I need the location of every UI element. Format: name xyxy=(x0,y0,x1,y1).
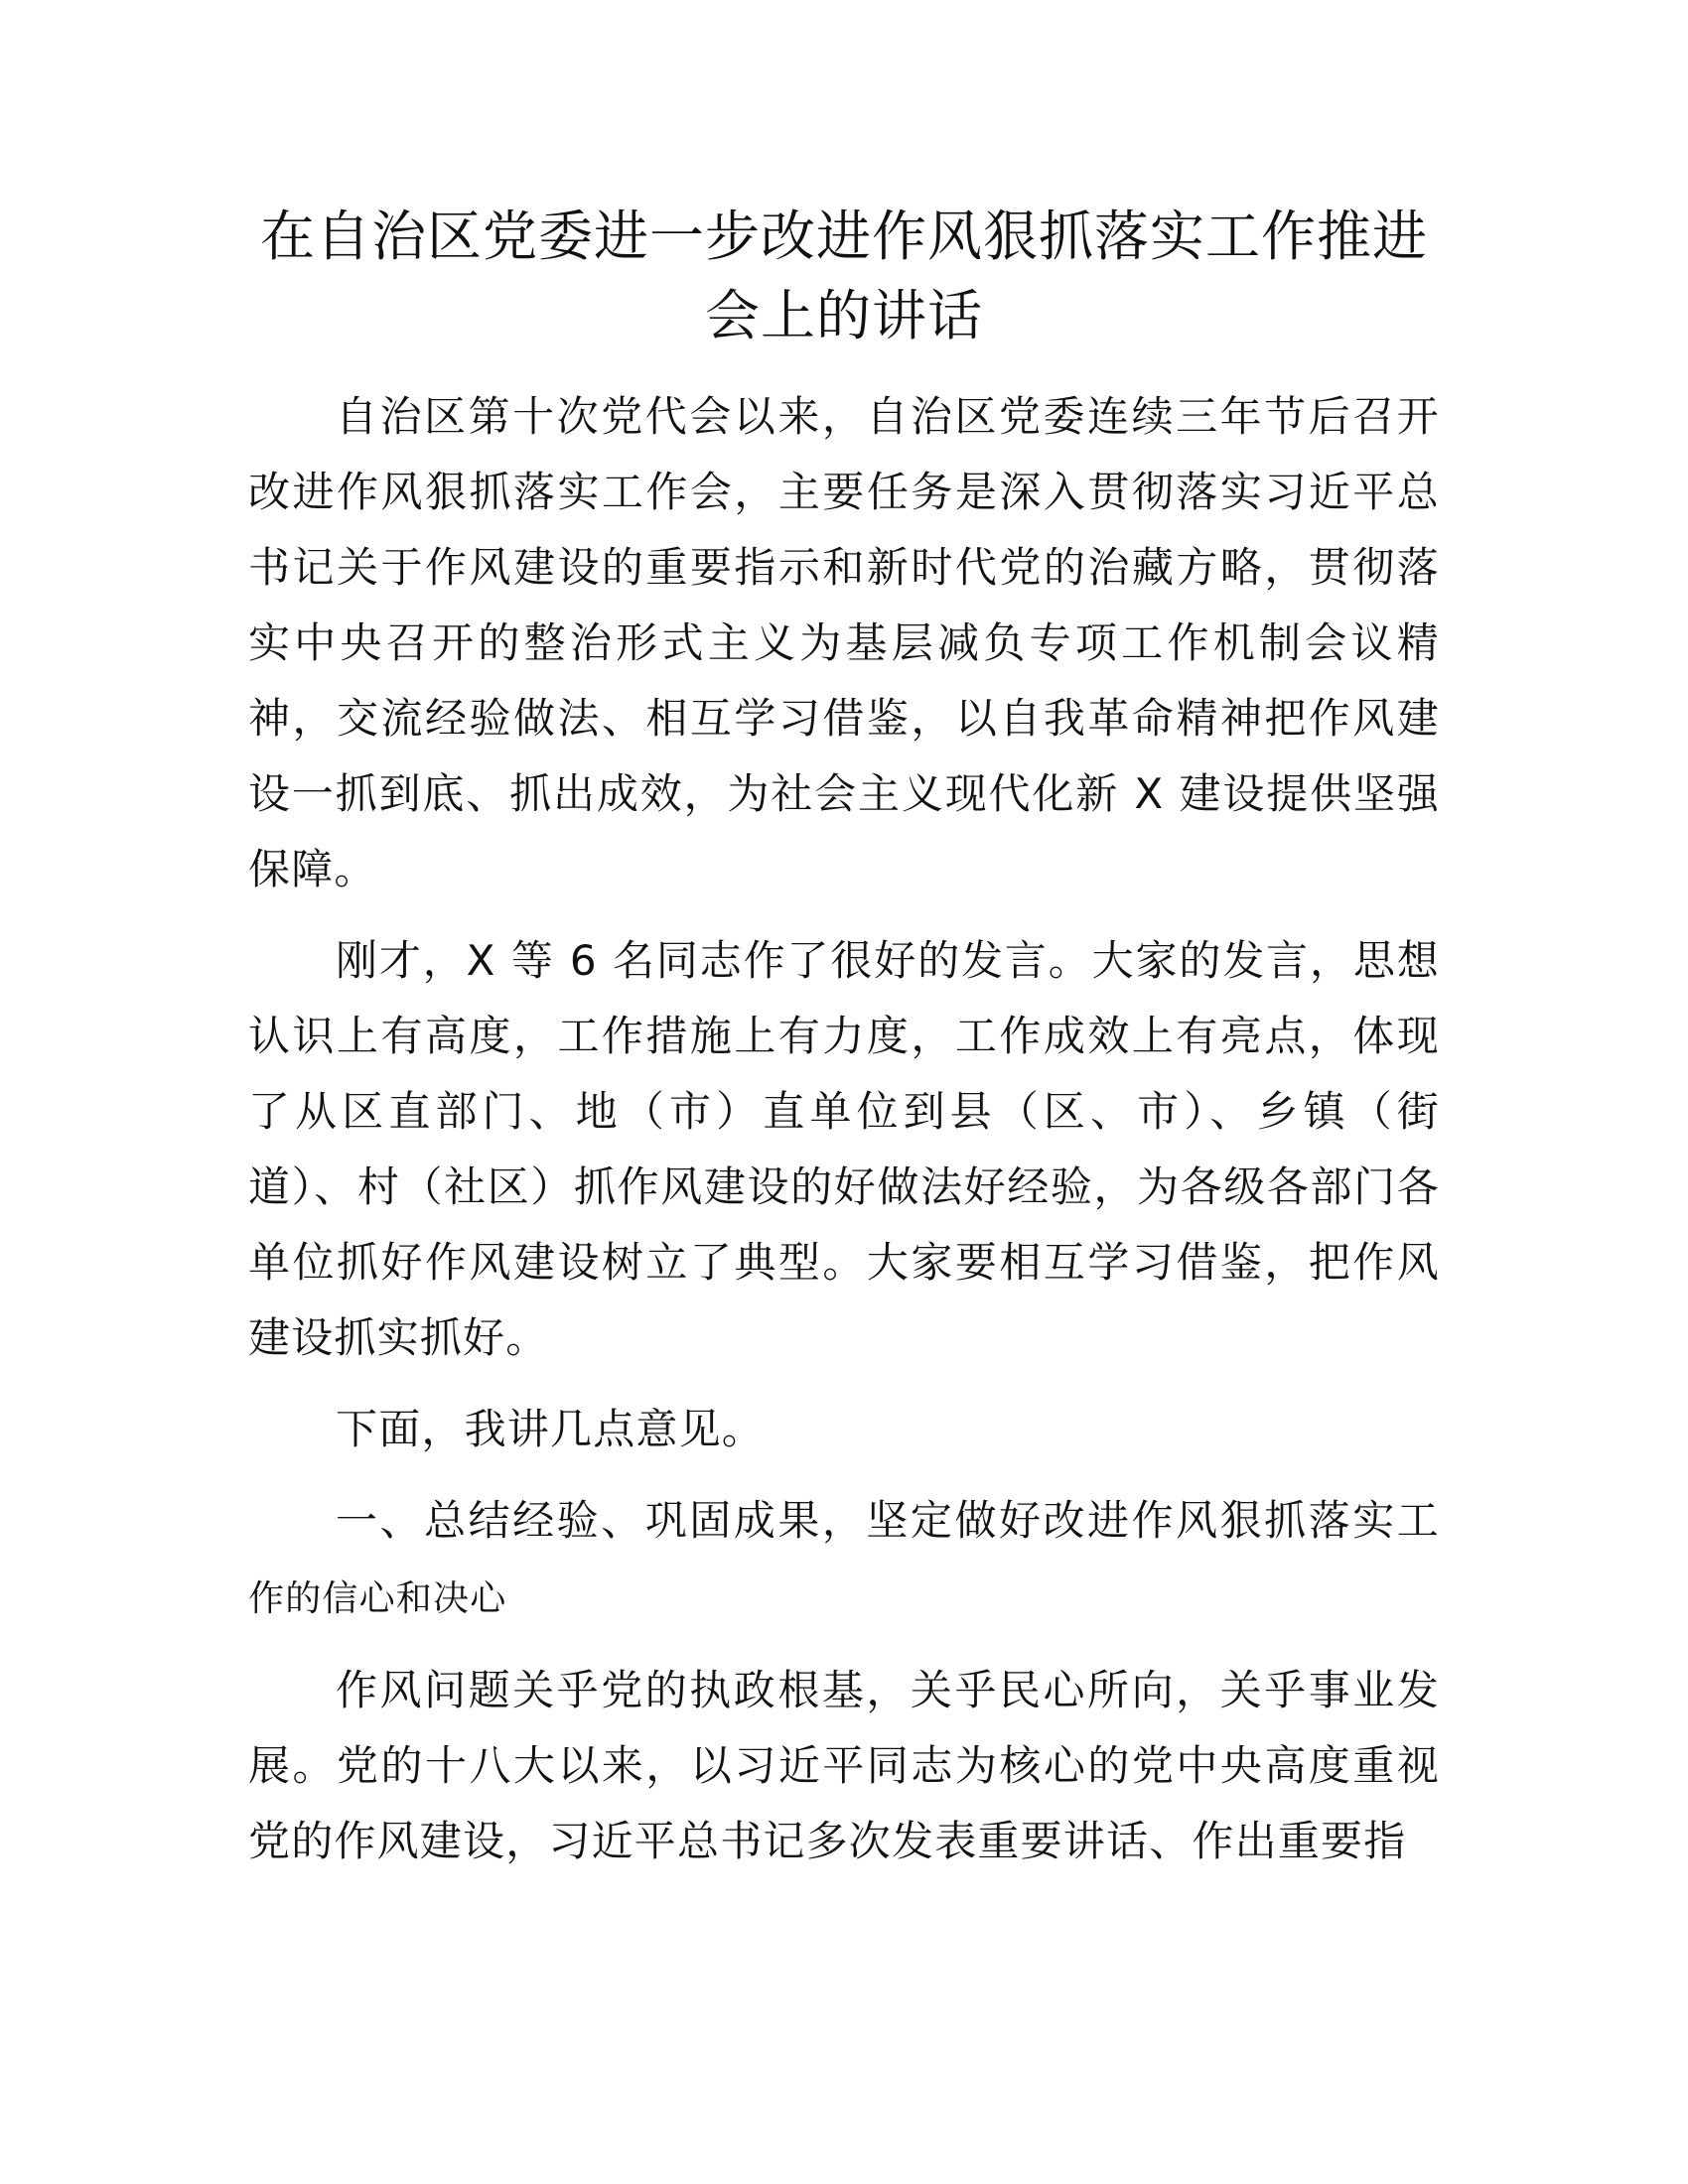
section-heading-tail: 作的信心和决心 xyxy=(248,1578,507,1619)
paragraph: 刚才，X 等 6 名同志作了很好的发言。大家的发言，思想认识上有高度，工作措施上有力度，工作成效上有亮点，体现了从区直部门、地（市）直单位到县（区、市）、乡镇（街道）、村（社区）抓作风建设的好做法好经验，为各级各部门各单位抓好作风建设树立了典型。大家要相互学习借鉴，把作风建设抓实抓好。 xyxy=(248,936,1440,1362)
document-body xyxy=(248,379,1440,1879)
paragraph: 自治区第十次党代会以来，自治区党委连续三年节后召开改进作风狠抓落实工作会，主要任务是深入贯彻落实习近平总书记关于作风建设的重要指示和新时代党的治藏方略，贯彻落实中央召开的整治形式主义为基层减负专项工作机制会议精神，交流经验做法、相互学习借鉴，以自我革命精神把作风建设一抓到底、抓出成效，为社会主义现代化新 X 建设提供坚强保障。 xyxy=(248,392,1440,893)
section-heading xyxy=(248,1483,1440,1637)
paragraph: 作风问题关乎党的执政根基，关乎民心所向，关乎事业发展。党的十八大以来，以习近平同志为核心的党中央高度重视党的作风建设，习近平总书记多次发表重要讲话、作出重要指 xyxy=(248,1666,1440,1865)
document-title: 在自治区党委进一步改进作风狠抓落实工作推进会上的讲话 xyxy=(259,205,1428,347)
section-heading-main: 一、总结经验、巩固成果，坚定做好改进作风狠抓落实工 xyxy=(336,1496,1440,1545)
paragraph: 下面，我讲几点意见。 xyxy=(336,1405,766,1453)
